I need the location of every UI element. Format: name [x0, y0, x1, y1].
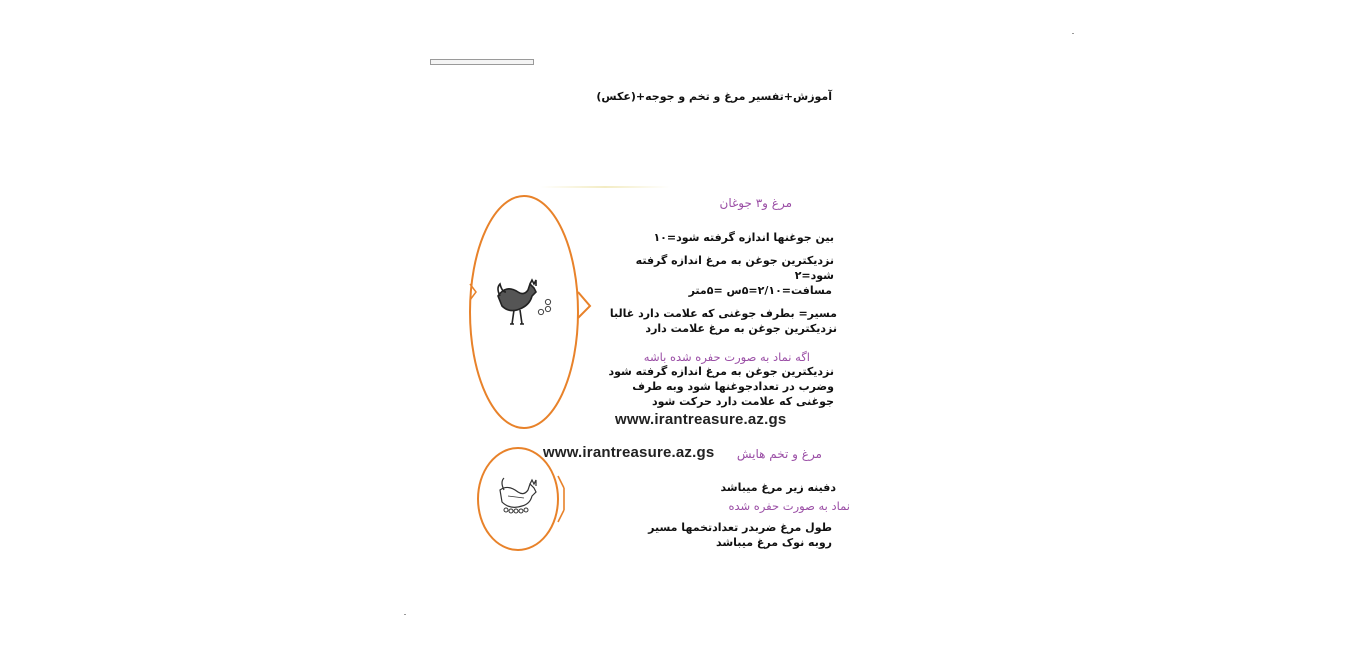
faint-line	[540, 186, 670, 188]
hen-icon	[498, 280, 536, 324]
section1-subheading: اگه نماد به صورت حفره شده باشه	[643, 350, 810, 364]
page-title: آموزش+تفسیر مرغ و تخم و جوجه+(عکس)	[596, 90, 832, 103]
section1-line4: مسیر= بطرف جوغنی که علامت دارد غالبا نزدیکترین جوغن به مرغ علامت دارد	[609, 307, 837, 335]
section1-line1: بین جوغنها اندازه گرفته شود=۱۰	[653, 231, 834, 244]
chick-icons	[538, 299, 550, 314]
egg-icons	[504, 508, 528, 513]
hen-eggs-diagram	[474, 446, 574, 552]
section1-line3: مسافت=۲/۱۰=۵س =۵متر	[688, 284, 832, 297]
corner-mark	[404, 614, 406, 615]
section2-line1: دفینه زیر مرغ میباشد	[720, 481, 836, 494]
hen-with-eggs-icon	[500, 478, 536, 507]
watermark-url: www.irantreasure.az.gs	[543, 444, 715, 461]
ellipse-notch	[578, 292, 590, 318]
small-circle	[478, 448, 558, 550]
large-ellipse	[470, 196, 578, 428]
hen-ellipse-diagram	[466, 192, 598, 434]
section2-subheading: نماد به صورت حفره شده	[728, 499, 850, 513]
section2-heading: مرغ و تخم هایش	[736, 447, 822, 461]
section1-heading: مرغ و۳ جوغان	[719, 196, 792, 210]
section1-line2: نزدیکترین جوغن به مرغ اندازه گرفته شود=۲	[635, 254, 834, 282]
top-scrollbar	[430, 59, 534, 65]
corner-mark	[1072, 33, 1074, 34]
watermark-url: www.irantreasure.az.gs	[615, 411, 787, 428]
section2-line2: طول مرغ ضربدر تعدادتخمها مسیر روبه نوک مرغ میباشد	[648, 521, 832, 549]
section1-line5: نزدیکترین جوغن به مرغ اندازه گرفته شود وضرب در تعدادجوغنها شود وبه طرف جوغنی که علامت دارد حرکت شود	[608, 365, 834, 408]
